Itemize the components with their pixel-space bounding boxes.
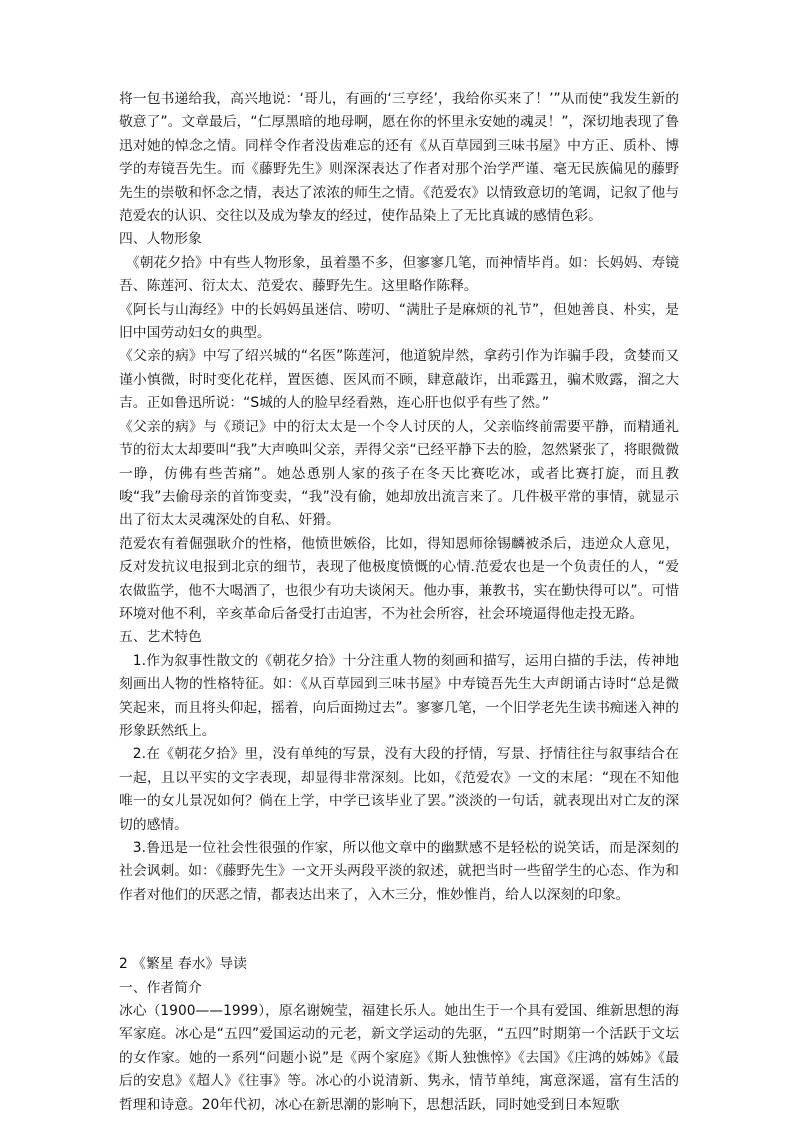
heading-character-images: 四、人物形象 — [119, 231, 202, 248]
paragraph-chenlianhe: 《父亲的病》中写了绍兴城的“名医”陈莲河，他道貌岸然，拿药引作为诈骗手段，贪婪而又谨小慎微，时时变化花样，置医德、医风而不顾，肆意敲诈，出乖露丑，骗术败露，溜之大吉。正如鲁迅所说：“S城的人的脸早经看熟，连心肝也似乎有些了然。” — [119, 348, 679, 412]
paragraph-yantaitai: 《父亲的病》与《琐记》中的衍太太是一个令人讨厌的人，父亲临终前需要平静，而精通礼节的衍太太却要叫“我”大声唤叫父亲，弄得父亲“已经平静下去的脸，忽然紧张了，将眼微微一睁，仿佛有些苦痛”。她怂恿别人家的孩子在冬天比赛吃冰，或者比赛打旋，而且教唆“我”去偷母亲的首饰变卖，“我”没有偷，她却放出流言来了。几件极平常的事情，就显示出了衍太太灵魂深处的自私、奸猾。 — [119, 418, 679, 529]
paragraph-characters: 《朝花夕拾》中有些人物形象，虽着墨不多，但寥寥几笔，而神情毕肖。如：长妈妈、寿镜吾、陈莲河、衍太太、范爱农、藤野先生。这里略作陈释。 — [119, 254, 679, 295]
section-gap — [119, 907, 679, 953]
heading-author-intro: 一、作者简介 — [119, 979, 202, 996]
paragraph-intro: 将一包书递给我，高兴地说：‘哥儿，有画的‘三亨经’，我给你买来了！’”从而使“我发生新的敬意了”。文章最后，“仁厚黑暗的地母啊，愿在你的怀里永安她的魂灵！”，深切地表现了鲁迅对她的悼念之情。同样令作者没齿难忘的还有《从百草园到三味书屋》中方正、质朴、博学的寿镜吾先生。而《藤野先生》则深深表达了作者对那个治学严谨、毫无民族偏见的藤野先生的崇敬和怀念之情，表达了浓浓的师生之情。《范爱农》以情致意切的笔调，记叙了他与范爱农的认识、交往以及成为挚友的经过，使作品染上了无比真诚的感情色彩。 — [119, 91, 679, 225]
paragraph-bingxin: 冰心（1900——1999），原名谢婉莹，福建长乐人。她出生于一个具有爱国、维新思想的海军家庭。冰心是“五四”爱国运动的元老，新文学运动的先驱，“五四”时期第一个活跃于文坛的女作家。她的一系列“问题小说”是《两个家庭》《斯人独憔悴》《去国》《庄鸿的姊姊》《最后的安息》《超人》《往事》等。冰心的小说清新、隽永，情节单纯，寓意深遥，富有生活的哲理和诗意。20年代初，冰心在新思潮的影响下，思想活跃，同时她受到日本短歌 — [119, 1003, 680, 1113]
paragraph-changmama: 《阿长与山海经》中的长妈妈虽迷信、唠叨、“满肚子是麻烦的礼节”，但她善良、朴实，是旧中国劳动妇女的典型。 — [119, 301, 679, 342]
paragraph-art-2: 2.在《朝花夕拾》里，没有单纯的写景，没有大段的抒情，写景、抒情往往与叙事结合在一起，且以平实的文字表现，却显得非常深刻。比如，《范爱农》一文的末尾：“现在不知他唯一的女儿景况如何？倘在上学，中学已该毕业了罢。”淡淡的一句话，就表现出对亡友的深切的感情。 — [119, 746, 679, 833]
paragraph-art-1: 1.作为叙事性散文的《朝花夕拾》十分注重人物的刻画和描写，运用白描的手法，传神地刻画出人物的性格特征。如：《从百草园到三味书屋》中寿镜吾先生大声朗诵古诗时“总是微笑起来，而且将头仰起，摇着，向后面拗过去”。寥寥几笔，一个旧学老先生读书痴迷入神的形象跃然纸上。 — [119, 652, 679, 739]
heading-art-features: 五、艺术特色 — [119, 629, 202, 646]
section-title: 2 《繁星 春水》导读 — [119, 956, 247, 973]
paragraph-art-3: 3.鲁迅是一位社会性很强的作家，所以他文章中的幽默感不是轻松的说笑话，而是深刻的社会讽刺。如：《藤野先生》一文开头两段平淡的叙述，就把当时一些留学生的心态、作为和作者对他们的厌恶之情，都表达出来了，入木三分，惟妙惟肖，给人以深刻的印象。 — [119, 840, 679, 903]
document-page — [119, 88, 679, 1117]
paragraph-fanainong: 范爱农有着倔强耿介的性格，他愤世嫉俗，比如，得知恩师徐锡麟被杀后，违逆众人意见，反对发抗议电报到北京的细节，表现了他极度愤慨的心情.范爱农也是一个负责任的人，“爱农做监学，他不大喝酒了，也很少有功夫谈闲天。他办事，兼教书，实在勤快得可以”。可惜环境对他不利，辛亥革命后备受打击迫害，不为社会所容，社会环境逼得他走投无路。 — [119, 535, 679, 622]
